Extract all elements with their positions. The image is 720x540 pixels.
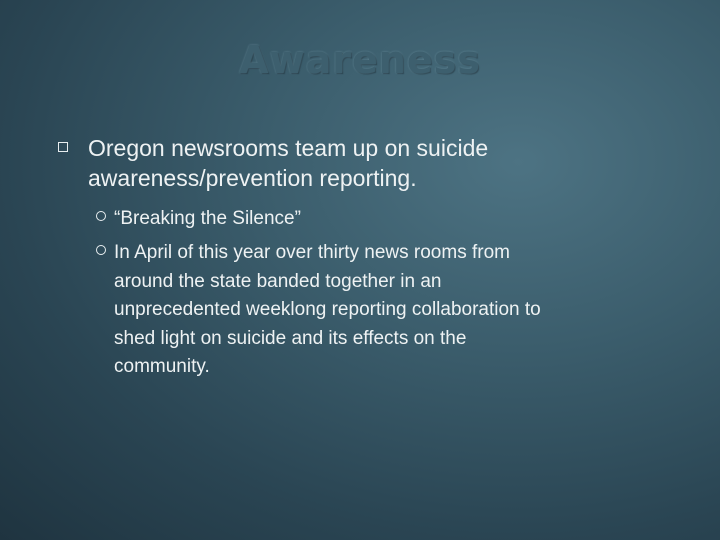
- sub-bullet-text: “Breaking the Silence”: [114, 208, 301, 229]
- square-bullet-icon: [58, 142, 68, 152]
- circle-bullet-icon: [96, 245, 106, 255]
- main-bullet-text: Oregon newsrooms team up on suicide awareness/prevention reporting.: [88, 135, 489, 191]
- circle-bullet-icon: [96, 211, 106, 221]
- slide-title: Awareness: [239, 38, 481, 82]
- sub-bullet-text: In April of this year over thirty news rooms from around the state banded together in an unprecedented weeklong reporting collaboration to shed light on suicide and its effects on the community.: [114, 242, 541, 377]
